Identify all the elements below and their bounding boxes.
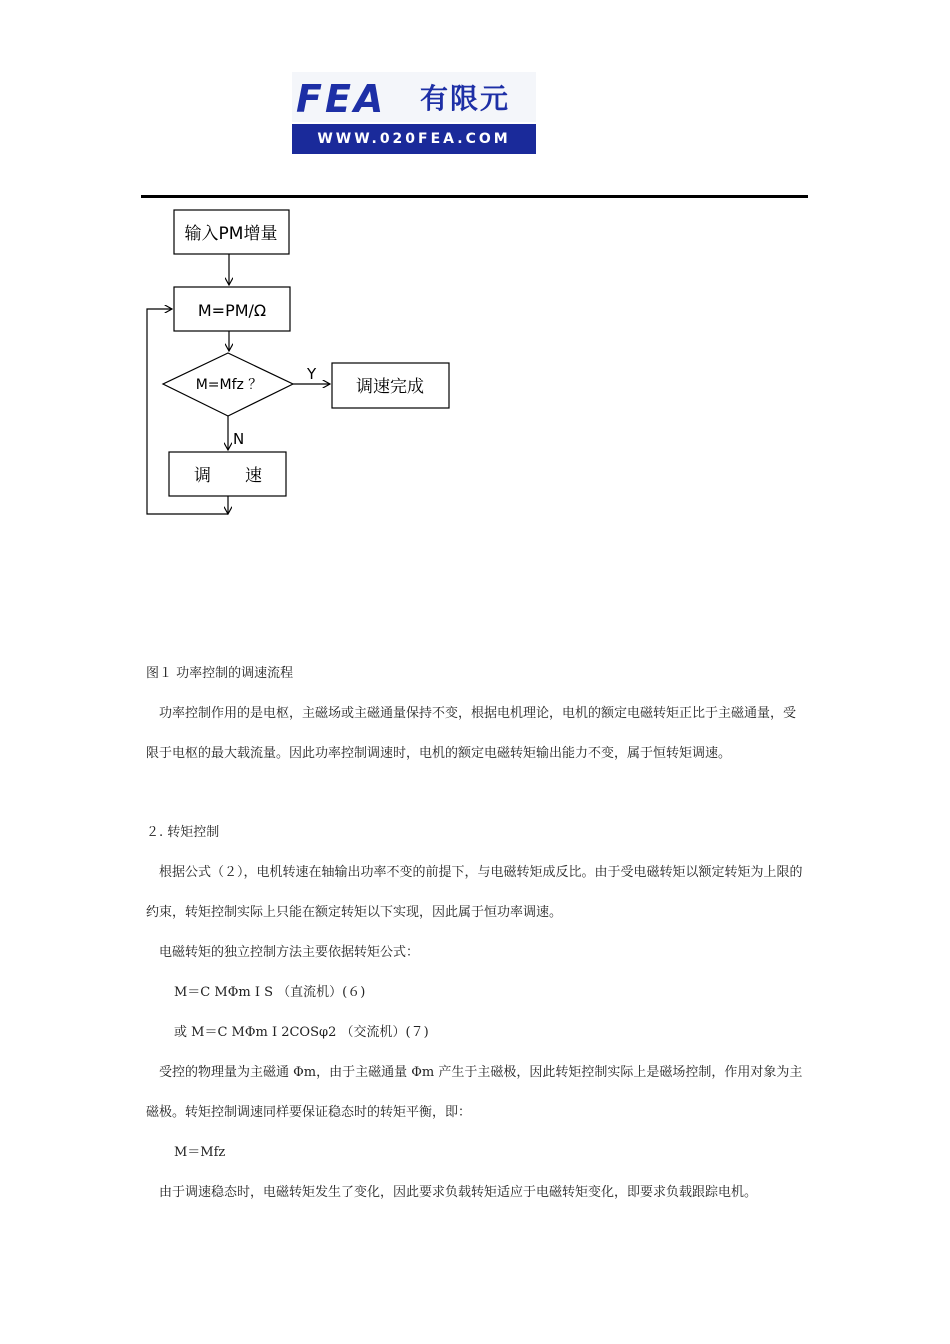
formula-dc: M＝C MΦm I S （直流机）(６) bbox=[174, 985, 366, 1000]
paragraph-load-tracking: 由于调速稳态时，电磁转矩发生了变化，因此要求负载转矩适应于电磁转矩变化，即要求负载跟踪电机。 bbox=[159, 1185, 758, 1200]
paragraph-torque-method: 电磁转矩的独立控制方法主要依据转矩公式： bbox=[159, 945, 420, 960]
paragraph-controlled-quantity: 受控的物理量为主磁通 Φm，由于主磁通量 Φm 产生于主磁极，因此转矩控制实际上是磁场控制，作用对象为主磁极。转矩控制调速同样要保证稳态时的转矩平衡，即： bbox=[146, 1065, 803, 1120]
flow-box-formula-label: M=PM/Ω bbox=[197, 301, 267, 320]
figure-caption: 图１ 功率控制的调速流程 bbox=[146, 666, 294, 681]
flow-box-done-label: 调速完成 bbox=[356, 377, 424, 397]
flow-decision-label: M=Mfz ？ bbox=[195, 377, 263, 393]
logo-url: WWW.020FEA.COM bbox=[317, 131, 511, 147]
flow-box-adjust-label: 调 速 bbox=[194, 466, 262, 486]
logo-brand-text: FEA bbox=[296, 77, 387, 121]
flow-box-input-label: 输入PM增量 bbox=[184, 224, 278, 244]
logo-brand-chinese: 有限元 bbox=[420, 82, 511, 115]
flow-label-yes: Y bbox=[307, 365, 317, 383]
formula-ac: 或 M＝C MΦm I 2COSφ2 （交流机）(７) bbox=[174, 1025, 429, 1040]
formula-balance: M＝Mfz bbox=[174, 1145, 226, 1160]
flow-label-no: N bbox=[233, 430, 245, 448]
speed-control-flowchart bbox=[0, 0, 950, 560]
section-heading-torque-control: ２. 转矩控制 bbox=[146, 825, 220, 840]
paragraph-torque-formula-ref: 根据公式（２），电机转速在轴输出功率不变的前提下，与电磁转矩成反比。由于受电磁转矩以额定转矩为上限的约束，转矩控制实际上只能在额定转矩以下实现，因此属于恒功率调速。 bbox=[146, 865, 803, 920]
paragraph-power-control: 功率控制作用的是电枢，主磁场或主磁通量保持不变，根据电机理论，电机的额定电磁转矩正比于主磁通量，受限于电枢的最大载流量。因此功率控制调速时，电机的额定电磁转矩输出能力不变，属于恒转矩调速。 bbox=[146, 706, 797, 761]
